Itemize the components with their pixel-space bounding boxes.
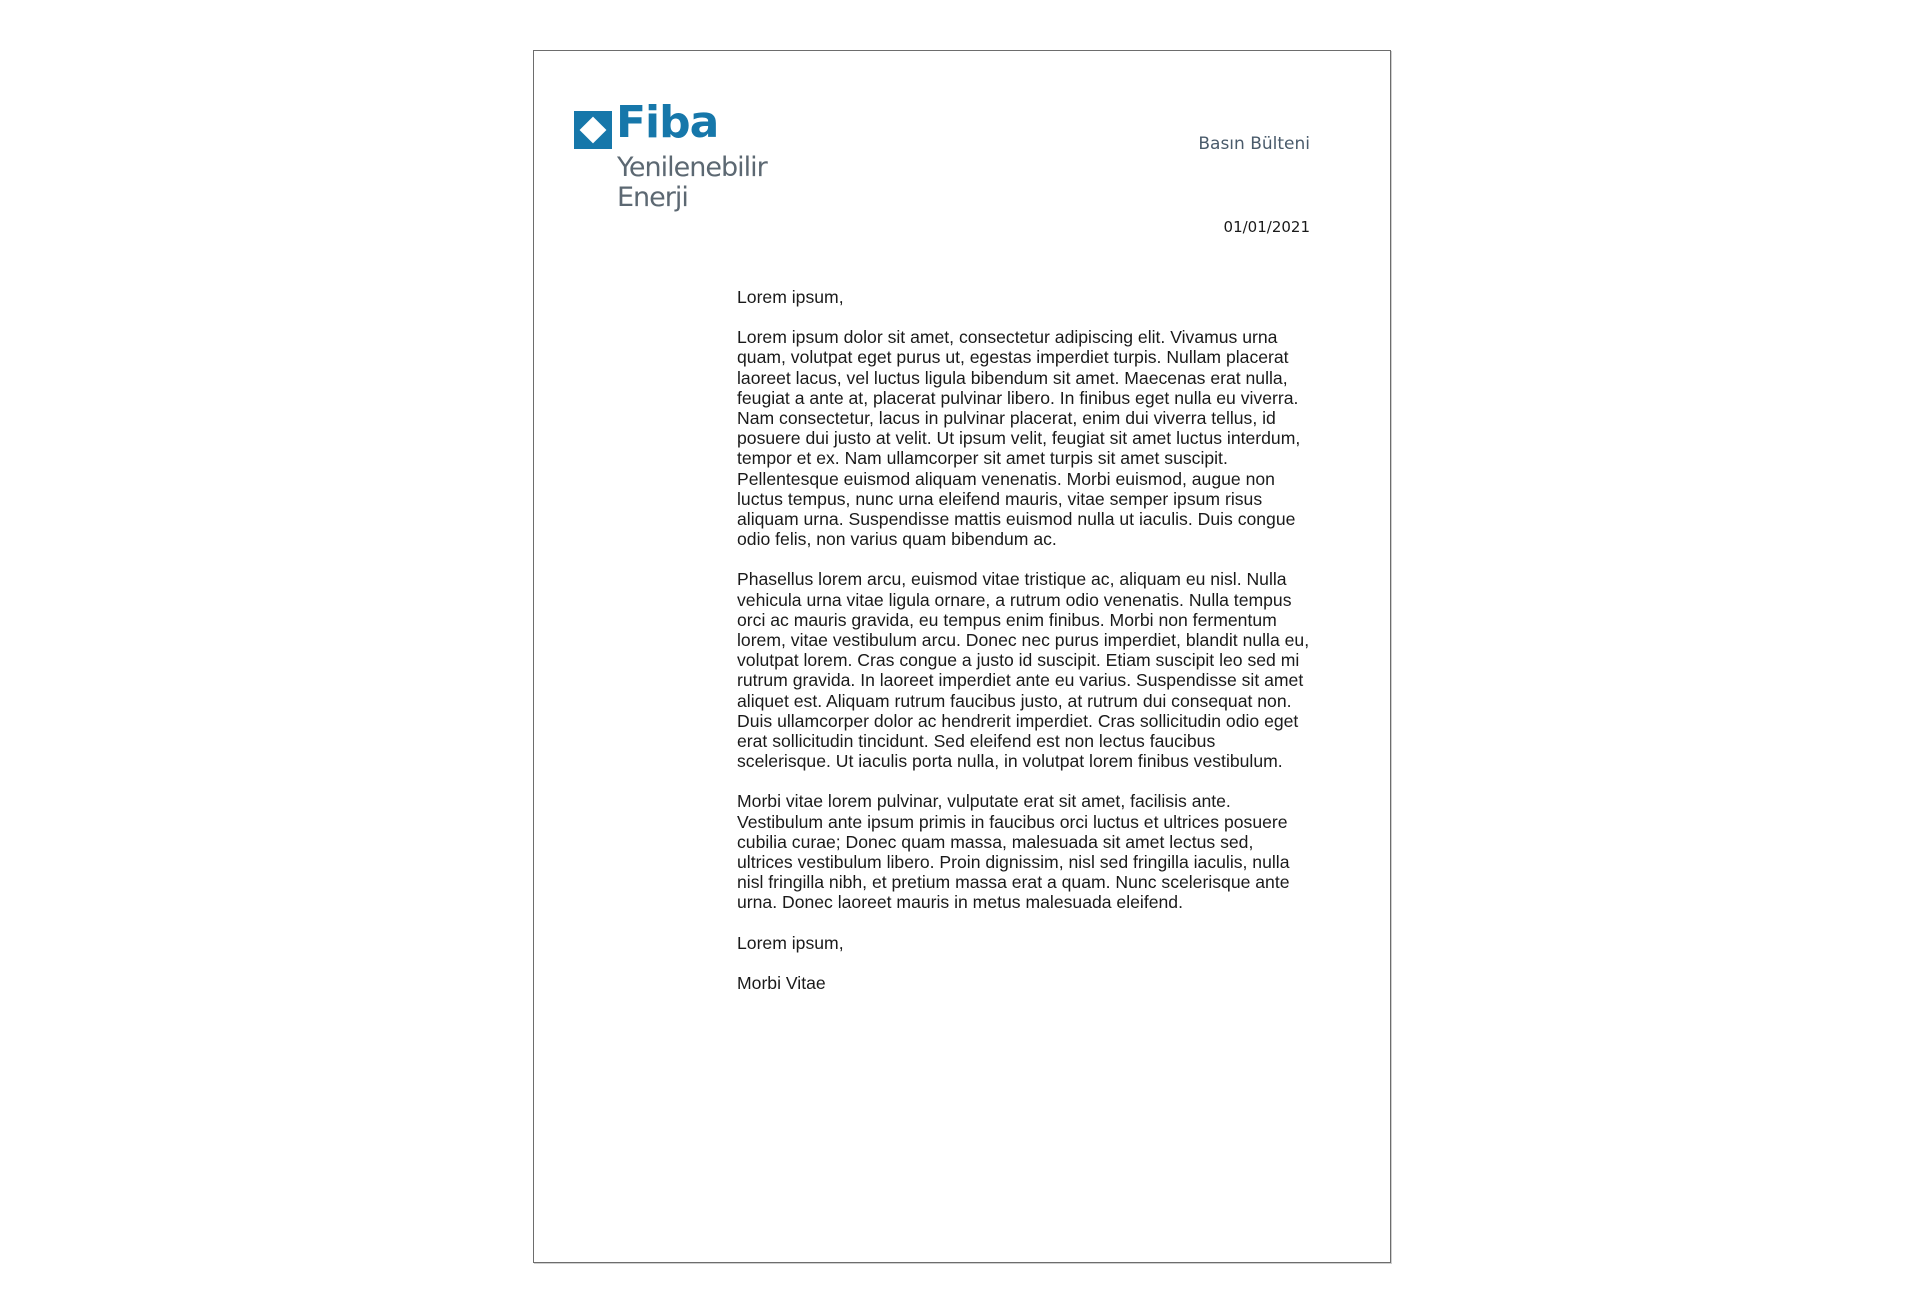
document-page	[533, 50, 1391, 1263]
paragraph: Lorem ipsum dolor sit amet, consectetur adipiscing elit. Vivamus urna quam, volutpat eget purus ut, egestas imperdiet turpis. Nullam placerat laoreet lacus, vel luctus ligula bibendum sit amet. Maecenas erat nulla, feugiat a ante at, placerat pulvinar libero. In finibus eget nulla eu viverra. Nam consectetur, lacus in pulvinar placerat, enim dui viverra tellus, id posuere dui justo at velit. Ut ipsum velit, feugiat sit amet luctus interdum, tempor et ex. Nam ullamcorper sit amet turpis sit amet suscipit. Pellentesque euismod aliquam venenatis. Morbi euismod, augue non luctus tempus, nunc urna eleifend mauris, vitae semper ipsum risus aliquam urna. Suspendisse mattis euismod nulla ut iaculis. Duis congue odio felis, non varius quam bibendum ac.	[737, 327, 1301, 550]
logo-subtitle-line1: Yenilenebilir	[617, 152, 767, 183]
closing: Lorem ipsum,	[737, 932, 844, 953]
document-type: Basın Bülteni	[1198, 134, 1310, 154]
salutation: Lorem ipsum,	[737, 287, 844, 307]
logo-wordmark: Fiba	[616, 97, 719, 148]
diamond-logo-icon	[574, 111, 612, 149]
paragraph: Phasellus lorem arcu, euismod vitae tristique ac, aliquam eu nisl. Nulla vehicula urna vitae ligula ornare, a rutrum odio venenatis. Nulla tempus orci ac mauris gravida, eu tempus enim finibus. Morbi non fermentum lorem, vitae vestibulum arcu. Donec nec purus imperdiet, blandit nulla eu, volutpat lorem. Cras congue a justo id suscipit. Etiam suscipit leo sed mi rutrum gravida. In laoreet imperdiet ante eu varius. Suspendisse sit amet aliquet est. Aliquam rutrum faucibus justo, at rutrum dui consequat non. Duis ullamcorper dolor ac hendrerit imperdiet. Cras sollicitudin odio eget erat sollicitudin tincidunt. Sed eleifend est non lectus faucibus scelerisque. Ut iaculis porta nulla, in volutpat lorem finibus vestibulum.	[737, 569, 1310, 772]
company-logo	[574, 97, 794, 219]
paragraph: Morbi vitae lorem pulvinar, vulputate erat sit amet, facilisis ante. Vestibulum ante ipsum primis in faucibus orci luctus et ultrices posuere cubilia curae; Donec quam massa, malesuada sit amet lectus sed, ultrices vestibulum libero. Proin dignissim, nisl sed fringilla iaculis, nulla nisl fringilla nibh, et pretium massa erat a quam. Nunc scelerisque ante urna. Donec laoreet mauris in metus malesuada eleifend.	[737, 791, 1290, 913]
logo-subtitle	[617, 153, 767, 213]
logo-subtitle-line2: Enerji	[617, 182, 688, 213]
document-date: 01/01/2021	[1223, 218, 1310, 236]
signature: Morbi Vitae	[737, 972, 826, 993]
letter-body	[737, 287, 1312, 1013]
